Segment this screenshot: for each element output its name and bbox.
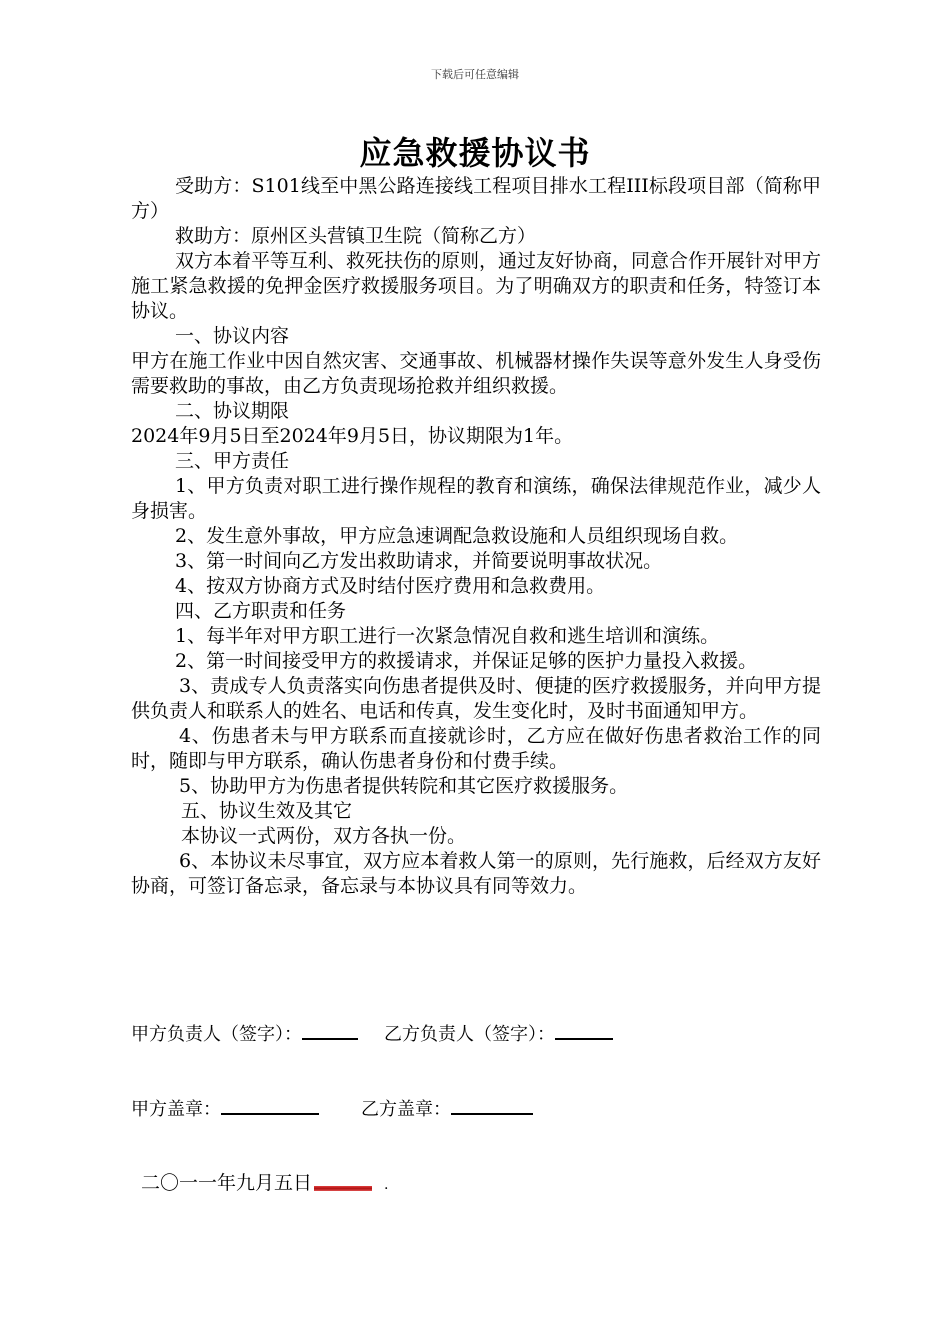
party-b-item-2: 2、第一时间接受甲方的救援请求，并保证足够的医护力量投入救援。 [175,650,758,672]
header-note: 下载后可任意编辑 [431,68,519,81]
paragraph-copies: 本协议一式两份，双方各执一份。 [181,825,467,847]
seal-row [131,1095,533,1121]
party-a-signer-line[interactable] [302,1020,358,1040]
section-heading-2: 二、协议期限 [175,400,290,422]
section-heading-4: 四、乙方职责和任务 [175,600,347,622]
agreement-body [131,174,821,899]
paragraph-recipient: 受助方：S101线至中黑公路连接线工程项目排水工程III标段项目部（简称甲方） [131,175,821,222]
party-a-seal-line[interactable] [221,1095,319,1115]
party-b-item-3: 3、责成专人负责落实向伤患者提供及时、便捷的医疗救援服务，并向甲方提供负责人和联系人的姓名、电话和传真，发生变化时，及时书面通知甲方。 [131,675,821,722]
section-heading-5: 五、协议生效及其它 [181,800,353,822]
date-row [141,1168,388,1195]
party-b-item-4: 4、伤患者未与甲方联系而直接就诊时，乙方应在做好伤患者救治工作的同时，随即与甲方联系，确认伤患者身份和付费手续。 [131,725,821,772]
party-b-seal-line[interactable] [451,1095,533,1115]
party-b-item-1: 1、每半年对甲方职工进行一次紧急情况自救和逃生培训和演练。 [175,625,720,647]
paragraph-provider: 救助方：原州区头营镇卫生院（简称乙方） [175,225,537,247]
red-stamp-mark [314,1186,372,1191]
paragraph-intro: 双方本着平等互利、救死扶伤的原则，通过友好协商，同意合作开展针对甲方施工紧急救援的免押金医疗救援服务项目。为了明确双方的职责和任务，特签订本协议。 [131,250,822,322]
document-title: 应急救援协议书 [359,134,591,172]
trailing-mark: . [384,1177,389,1193]
party-a-item-2: 2、发生意外事故，甲方应急速调配急救设施和人员组织现场自救。 [175,525,739,547]
section-heading-1: 一、协议内容 [175,325,290,347]
paragraph-term: 2024年9月5日至2024年9月5日，协议期限为1年。 [131,425,574,447]
section-heading-3: 三、甲方责任 [175,450,290,472]
party-b-signer-line[interactable] [555,1020,613,1040]
party-a-signer-label: 甲方负责人（签字）： [131,1024,302,1045]
party-a-item-4: 4、按双方协商方式及时结付医疗费用和急救费用。 [175,575,606,597]
party-a-item-3: 3、第一时间向乙方发出救助请求，并简要说明事故状况。 [175,550,663,572]
party-b-item-5: 5、协助甲方为伤患者提供转院和其它医疗救援服务。 [179,775,629,797]
party-b-signer-label: 乙方负责人（签字）： [384,1024,555,1045]
paragraph-supplement: 6、本协议未尽事宜，双方应本着救人第一的原则，先行施救，后经双方友好协商，可签订备忘录，备忘录与本协议具有同等效力。 [131,850,821,897]
party-a-item-1: 1、甲方负责对职工进行操作规程的教育和演练，确保法律规范作业，减少人身损害。 [131,475,821,522]
paragraph-content: 甲方在施工作业中因自然灾害、交通事故、机械器材操作失误等意外发生人身受伤需要救助的事故，由乙方负责现场抢救并组织救援。 [131,350,821,397]
party-a-seal-label: 甲方盖章： [131,1099,221,1120]
signer-row [131,1020,613,1046]
signing-date: 二〇一一年九月五日 [141,1172,313,1194]
party-b-seal-label: 乙方盖章： [361,1099,451,1120]
